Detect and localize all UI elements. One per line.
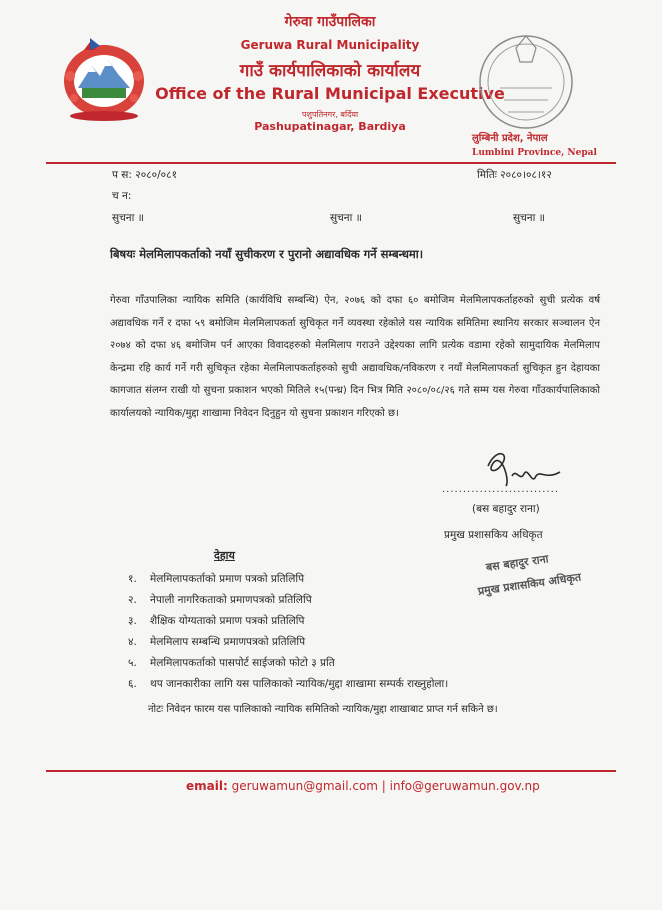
header-divider [46, 162, 616, 164]
footer-contact [186, 779, 540, 793]
reference-number: प स: २०८०/०८१ [112, 169, 178, 181]
subject-line: बिषयः मेलमिलापकर्ताको नयाँ सुचीकरण र पुरानो अद्यावधिक गर्ने सम्बन्धमा। [110, 247, 424, 261]
issue-date: मितिः २०८०।०८।१२ [477, 169, 552, 181]
list-item: ४. मेलमिलाप सम्बन्धि प्रमाणपत्रको प्रतिलिपि [128, 636, 306, 648]
documents-list [128, 572, 448, 698]
list-item: ५. मेलमिलापकर्ताको पासपोर्ट साईजको फोटो ३ प्रति [128, 657, 335, 669]
email-addresses[interactable]: geruwamun@gmail.com | info@geruwamun.gov.np [231, 779, 540, 793]
address-en: Pashupatinagar, Bardiya [254, 120, 406, 133]
office-name-en: Office of the Rural Municipal Executive [155, 84, 505, 103]
list-item: ३. शैक्षिक योग्यताको प्रमाण पत्रको प्रतिलिपि [128, 615, 305, 627]
signature-line: ............................ [442, 484, 560, 495]
notice-label-left: सुचना ॥ [112, 212, 144, 224]
address-np: पशुपतिनगर, बर्दिया [301, 110, 359, 119]
office-name-np: गाउँ कार्यपालिकाको कार्यालय [239, 61, 421, 81]
documents-heading: देहाय [214, 549, 235, 562]
application-form-note: नोटः निवेदन फारम यस पालिकाको न्यायिक समितिको न्यायिक/मुद्दा शाखाबाट प्राप्त गर्न सकिने छ। [148, 704, 498, 715]
notice-body: गेरुवा गाँउपालिका न्यायिक समिति (कार्यविधि सम्बन्धि) ऐन, २०७६ को दफा ६० बमोजिम मेलमिलापकर्ताहरुको सुची प्रत्येक वर्ष अद्यावधिक गर्ने र दफा ५९ बमोजिम मेलमिलापकर्ता सुचिकृत गर्ने व्यवस्था रहेकोले यस न्यायिक समितिमा स्थानिय सरकार सञ्चालन ऐन २०७४ को दफा ४६ बमोजिम पर्न आएका विवादहरुको मेलमिलाप गराउने उद्देश्यका लागि प्रत्येक वडामा रहेको सामुदायिक मेलमिलाप केन्द्रमा रहि कार्य गर्ने गरी सुचिकृत रहेका मेलमिलापकर्ताहरुको सुची अद्यावधिक/नविकरण र नयाँ मेलमिलापकर्ता सुचिकृत हुन देहायका कागजात संलग्न राखी यो सुचना प्रकाशन भएको मितिले १५(पन्ध्र) दिन भित्र मिति २०८०/०८/२६ गते सम्म यस गेरुवा गाँउकार्यपालिकाको कार्यालयको न्यायिक/मुद्दा शाखामा निवेदन दिनुहुन यो सुचना प्रकाशन गरिएको छ। [110, 295, 600, 419]
list-item: १. मेलमिलापकर्ताको प्रमाण पत्रको प्रतिलिपि [128, 573, 305, 585]
seal-title: प्रमुख प्रशासकिय अधिकृत [477, 570, 582, 598]
province-np: लुम्बिनी प्रदेश, नेपाल [472, 133, 548, 144]
email-label: email: [186, 779, 228, 793]
province-stamp [470, 28, 582, 136]
nepal-emblem-logo [56, 36, 152, 122]
notice-label-center: सुचना ॥ [330, 212, 362, 224]
footer-divider [46, 770, 616, 772]
seal-name: बस बहादुर राना [485, 552, 550, 574]
municipality-name-en: Geruwa Rural Municipality [240, 38, 420, 52]
list-item: २. नेपाली नागरिकताको प्रमाणपत्रको प्रतिलिपि [128, 594, 312, 606]
signatory-name: (बस बहादुर राना) [472, 503, 540, 515]
signatory-title: प्रमुख प्रशासकिय अधिकृत [444, 529, 543, 541]
municipality-name-np: गेरुवा गाउँपालिका [284, 14, 376, 30]
province-en: Lumbini Province, Nepal [472, 148, 597, 158]
notice-label-right: सुचना ॥ [513, 212, 545, 224]
dispatch-number: च न: [112, 190, 132, 202]
list-item: ६. थप जानकारीका लागि यस पालिकाको न्यायिक/मुद्दा शाखामा सम्पर्क राख्नुहोला। [128, 678, 449, 690]
